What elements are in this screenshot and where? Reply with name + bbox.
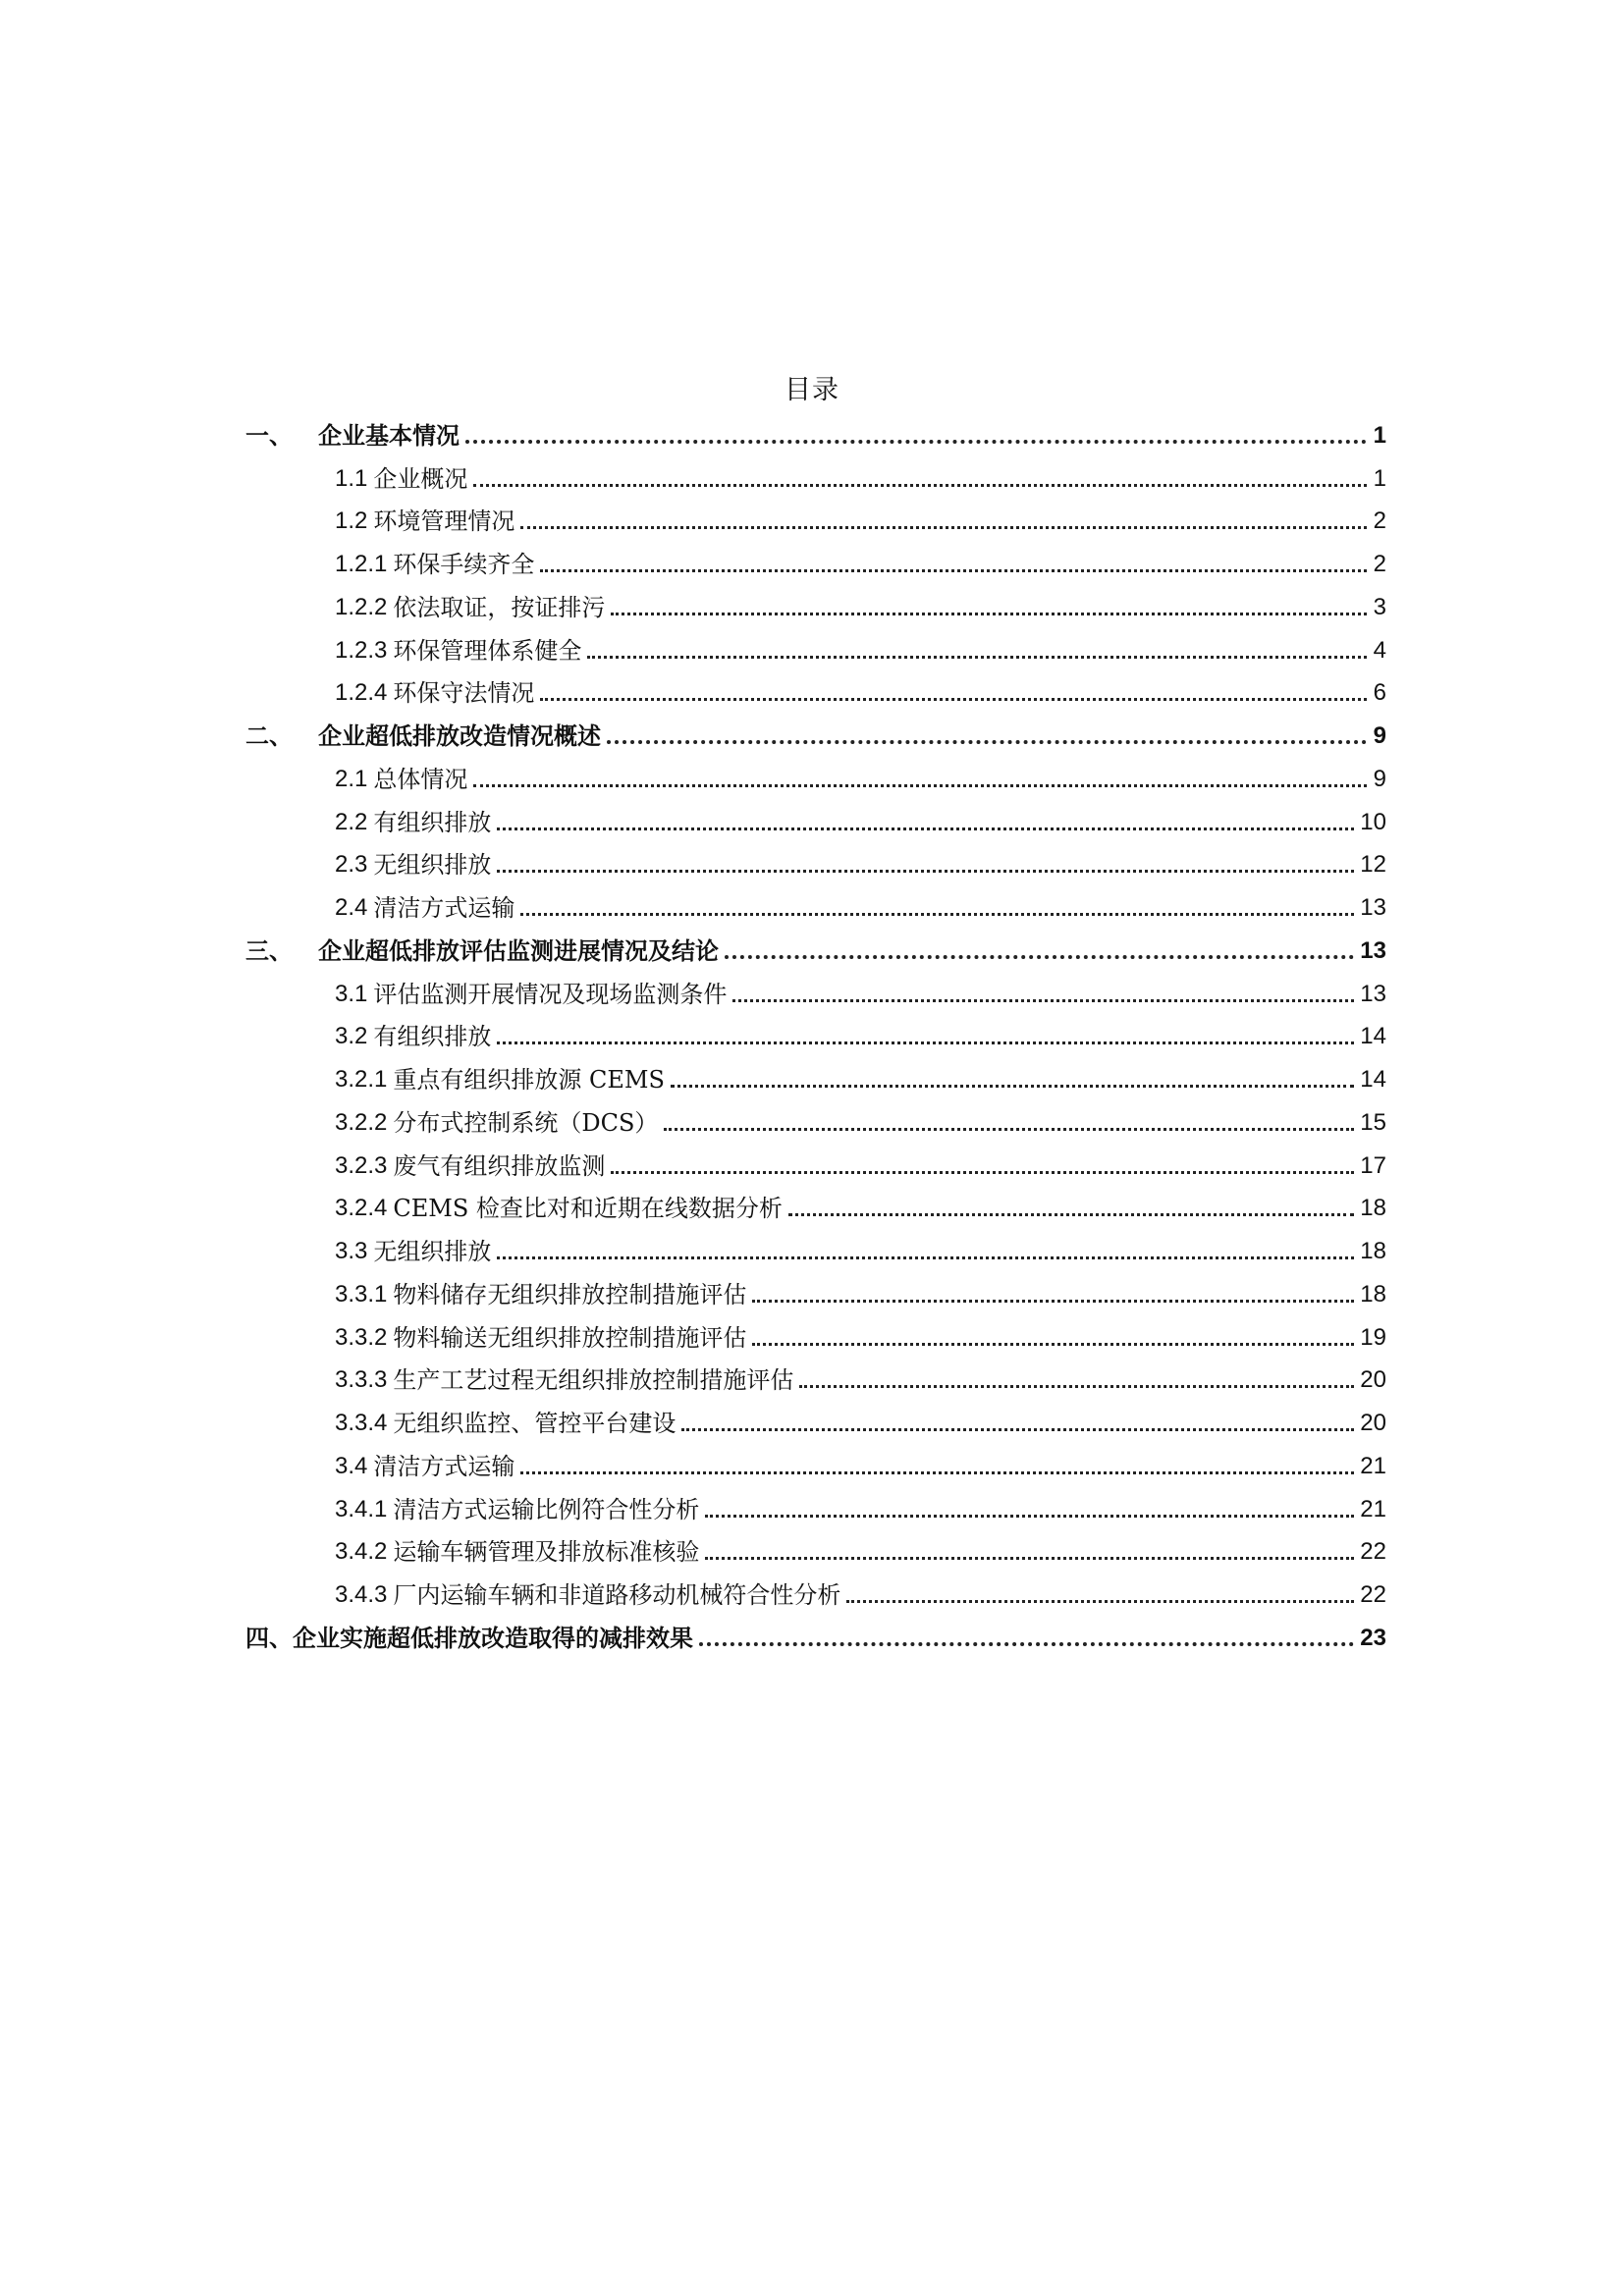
toc-page-number: 14 <box>1360 1066 1386 1093</box>
toc-section-entry[interactable] <box>245 1145 1386 1188</box>
toc-entry-title: 环境管理情况 <box>373 507 515 536</box>
toc-entry-number: 3.2.2 <box>335 1108 388 1136</box>
toc-dot-leader <box>752 1343 1354 1346</box>
toc-page-number: 23 <box>1360 1624 1386 1651</box>
toc-dot-leader <box>497 870 1354 873</box>
toc-page-number: 18 <box>1360 1195 1386 1222</box>
toc-dot-leader <box>699 1642 1354 1646</box>
toc-section-entry[interactable] <box>245 1316 1386 1360</box>
toc-entry-title: 分布式控制系统（DCS） <box>393 1108 659 1137</box>
toc-section-entry[interactable] <box>245 1101 1386 1145</box>
toc-chapter-entry[interactable] <box>245 414 1386 457</box>
toc-page-number: 6 <box>1373 679 1386 707</box>
toc-entry-number: 2.1 <box>335 765 368 792</box>
toc-dot-leader <box>611 1171 1354 1174</box>
toc-entry-number: 3.3.3 <box>335 1366 388 1394</box>
toc-entry-number: 2.4 <box>335 894 368 921</box>
toc-entry-number: 1.2.1 <box>335 551 388 577</box>
toc-dot-leader <box>607 740 1367 744</box>
toc-entry-title: 无组织排放 <box>373 851 492 880</box>
toc-page-number: 9 <box>1373 722 1386 749</box>
toc-dot-leader <box>587 656 1367 659</box>
toc-dot-leader <box>520 913 1354 916</box>
toc-section-entry[interactable] <box>245 886 1386 930</box>
toc-dot-leader <box>473 784 1367 787</box>
toc-page-number: 9 <box>1373 765 1386 792</box>
toc-section-entry[interactable] <box>245 1230 1386 1273</box>
toc-page-number: 20 <box>1360 1366 1386 1394</box>
toc-entry-title: 有组织排放 <box>373 1023 492 1051</box>
toc-entry-number: 1.2.4 <box>335 679 388 707</box>
toc-section-entry[interactable] <box>245 501 1386 544</box>
toc-chapter-entry[interactable] <box>245 1617 1386 1660</box>
toc-page-number: 21 <box>1360 1452 1386 1479</box>
toc-dot-leader <box>497 1041 1354 1044</box>
toc-entry-number: 3.4.3 <box>335 1581 388 1608</box>
toc-dot-leader <box>671 1085 1354 1088</box>
toc-page-number: 14 <box>1360 1023 1386 1050</box>
toc-entry-title: 环保守法情况 <box>393 679 535 708</box>
toc-dot-leader <box>705 1515 1354 1518</box>
toc-entry-number: 四、 <box>245 1623 293 1652</box>
toc-dot-leader <box>540 569 1367 572</box>
toc-entry-title: 企业概况 <box>373 464 468 493</box>
toc-page-number: 13 <box>1360 894 1386 921</box>
toc-entry-number: 1.2 <box>335 507 368 535</box>
toc-page-number: 13 <box>1360 980 1386 1007</box>
toc-entry-title: 企业基本情况 <box>318 420 460 450</box>
toc-page-number: 22 <box>1360 1538 1386 1566</box>
toc-page-number: 20 <box>1360 1410 1386 1436</box>
toc-entry-title: 企业超低排放改造情况概述 <box>318 721 601 750</box>
toc-section-entry[interactable] <box>245 1273 1386 1316</box>
toc-entry-title: 无组织排放 <box>373 1238 492 1265</box>
toc-entry-number: 3.3.4 <box>335 1410 388 1436</box>
toc-section-entry[interactable] <box>245 1574 1386 1617</box>
toc-dot-leader <box>799 1385 1354 1388</box>
toc-chapter-entry[interactable] <box>245 930 1386 973</box>
toc-entry-title: 废气有组织排放监测 <box>393 1151 606 1180</box>
toc-entry-title: 重点有组织排放源 CEMS <box>393 1066 665 1094</box>
toc-page-number: 21 <box>1360 1495 1386 1522</box>
toc-dot-leader <box>846 1600 1354 1603</box>
toc-entry-number: 3.1 <box>335 980 368 1007</box>
toc-entry-number: 3.2.4 <box>335 1195 388 1222</box>
toc-entry-title: 清洁方式运输 <box>373 1452 515 1480</box>
toc-section-entry[interactable] <box>245 672 1386 716</box>
toc-entry-title: 无组织监控、管控平台建设 <box>393 1410 677 1437</box>
toc-page-number: 13 <box>1360 936 1386 964</box>
toc-section-entry[interactable] <box>245 1445 1386 1488</box>
toc-dot-leader <box>473 484 1367 487</box>
toc-page-number: 4 <box>1373 636 1386 664</box>
toc-section-entry[interactable] <box>245 1016 1386 1059</box>
table-of-contents <box>245 414 1386 1660</box>
toc-entry-number: 3.4.1 <box>335 1495 388 1522</box>
toc-section-entry[interactable] <box>245 1402 1386 1445</box>
toc-entry-title: CEMS 检查比对和近期在线数据分析 <box>393 1195 783 1223</box>
toc-entry-title: 生产工艺过程无组织排放控制措施评估 <box>393 1366 794 1395</box>
toc-dot-leader <box>725 955 1354 959</box>
toc-entry-title: 清洁方式运输比例符合性分析 <box>393 1495 700 1523</box>
toc-dot-leader <box>732 999 1354 1002</box>
toc-entry-title: 环保管理体系健全 <box>393 636 582 665</box>
toc-entry-title: 环保手续齐全 <box>393 551 535 578</box>
toc-entry-number: 1.2.3 <box>335 636 388 664</box>
toc-page-number: 1 <box>1373 421 1386 449</box>
toc-chapter-entry[interactable] <box>245 715 1386 758</box>
toc-entry-title: 有组织排放 <box>373 808 492 836</box>
toc-entry-number: 1.2.2 <box>335 593 388 620</box>
toc-entry-title: 总体情况 <box>373 765 468 793</box>
toc-entry-title: 厂内运输车辆和非道路移动机械符合性分析 <box>393 1581 841 1609</box>
toc-section-entry[interactable] <box>245 1360 1386 1403</box>
toc-dot-leader <box>520 526 1367 529</box>
toc-page-number: 17 <box>1360 1151 1386 1179</box>
toc-entry-number: 3.4 <box>335 1452 368 1479</box>
toc-entry-number: 3.2.3 <box>335 1151 388 1179</box>
toc-section-entry[interactable] <box>245 973 1386 1016</box>
toc-section-entry[interactable] <box>245 1488 1386 1531</box>
toc-entry-title: 物料输送无组织排放控制措施评估 <box>393 1323 747 1352</box>
toc-page-number: 19 <box>1360 1323 1386 1351</box>
toc-page-number: 2 <box>1373 507 1386 535</box>
toc-dot-leader <box>497 1256 1354 1259</box>
toc-entry-title: 企业超低排放评估监测进展情况及结论 <box>318 935 719 965</box>
toc-entry-number: 二、 <box>245 721 293 750</box>
toc-entry-number: 3.4.2 <box>335 1538 388 1566</box>
toc-entry-number: 三、 <box>245 935 293 965</box>
toc-section-entry[interactable] <box>245 801 1386 844</box>
toc-title: 目录 <box>785 375 839 405</box>
toc-section-entry[interactable] <box>245 1188 1386 1231</box>
toc-dot-leader <box>497 828 1354 830</box>
toc-page-number: 18 <box>1360 1280 1386 1308</box>
toc-section-entry[interactable] <box>245 543 1386 586</box>
toc-dot-leader <box>752 1300 1354 1303</box>
toc-page-number: 1 <box>1373 464 1386 492</box>
toc-entry-number: 一、 <box>245 420 293 450</box>
toc-entry-number: 3.3.2 <box>335 1323 388 1351</box>
toc-page-number: 18 <box>1360 1238 1386 1264</box>
toc-entry-title: 依法取证，按证排污 <box>393 593 606 621</box>
toc-entry-number: 3.2.1 <box>335 1066 388 1093</box>
toc-dot-leader <box>681 1428 1354 1431</box>
toc-page-number: 15 <box>1360 1108 1386 1136</box>
toc-page-number: 22 <box>1360 1581 1386 1608</box>
toc-dot-leader <box>465 440 1367 444</box>
toc-entry-number: 1.1 <box>335 464 368 492</box>
toc-section-entry[interactable] <box>245 586 1386 629</box>
toc-entry-number: 3.3.1 <box>335 1280 388 1308</box>
toc-section-entry[interactable] <box>245 1058 1386 1101</box>
toc-section-entry[interactable] <box>245 457 1386 501</box>
toc-dot-leader <box>520 1471 1354 1474</box>
toc-entry-title: 清洁方式运输 <box>373 894 515 922</box>
toc-page-number: 2 <box>1373 551 1386 577</box>
toc-entry-title: 评估监测开展情况及现场监测条件 <box>373 980 728 1008</box>
toc-entry-number: 3.2 <box>335 1023 368 1050</box>
toc-page-number: 12 <box>1360 851 1386 879</box>
toc-dot-leader <box>611 613 1367 615</box>
toc-entry-title: 企业实施超低排放改造取得的减排效果 <box>293 1623 693 1652</box>
toc-dot-leader <box>788 1213 1354 1216</box>
toc-page-number: 3 <box>1373 593 1386 620</box>
toc-dot-leader <box>705 1557 1354 1560</box>
toc-entry-number: 3.3 <box>335 1238 368 1264</box>
toc-entry-number: 2.3 <box>335 851 368 879</box>
toc-section-entry[interactable] <box>245 1531 1386 1575</box>
toc-dot-leader <box>540 698 1367 701</box>
toc-entry-title: 物料储存无组织排放控制措施评估 <box>393 1280 747 1308</box>
toc-section-entry[interactable] <box>245 844 1386 887</box>
toc-dot-leader <box>664 1128 1354 1131</box>
toc-entry-number: 2.2 <box>335 808 368 835</box>
toc-entry-title: 运输车辆管理及排放标准核验 <box>393 1538 700 1567</box>
toc-section-entry[interactable] <box>245 629 1386 672</box>
toc-section-entry[interactable] <box>245 758 1386 801</box>
toc-page-number: 10 <box>1360 808 1386 835</box>
